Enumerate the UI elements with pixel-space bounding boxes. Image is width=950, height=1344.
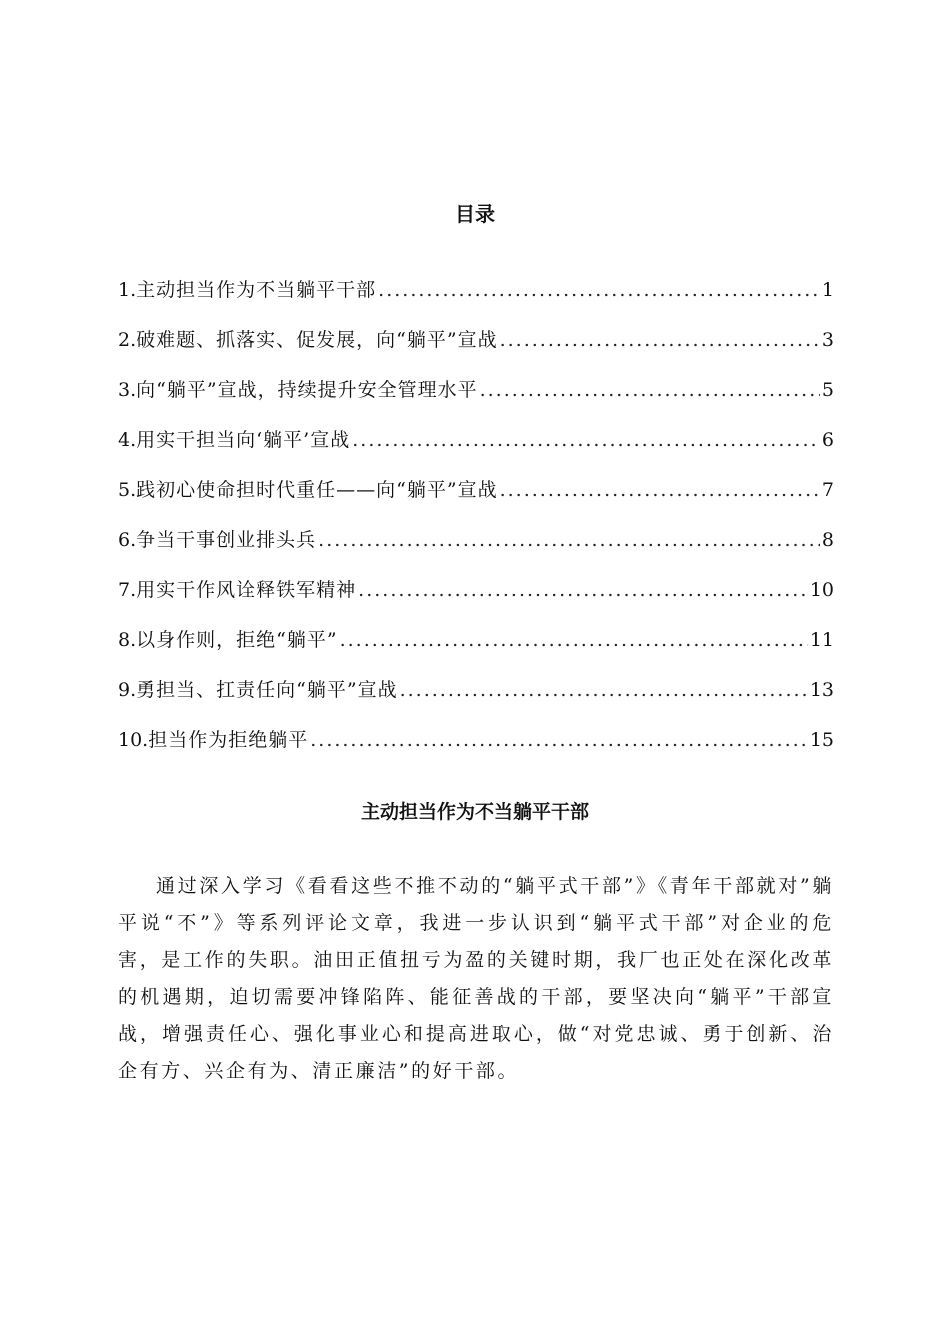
toc-dot-leader bbox=[310, 725, 808, 755]
toc-entry-title: 践初心使命担时代重任——向“躺平”宣战 bbox=[136, 479, 498, 501]
toc-entry-number: 2. bbox=[118, 329, 137, 351]
toc-dot-leader bbox=[500, 325, 820, 355]
toc-entry-page: 5 bbox=[821, 379, 834, 401]
toc-entry[interactable] bbox=[118, 425, 834, 475]
toc-entry-number: 6. bbox=[118, 529, 137, 551]
toc-entry-page: 7 bbox=[821, 479, 834, 501]
toc-entry-number: 1. bbox=[118, 279, 137, 301]
toc-dot-leader bbox=[500, 475, 820, 505]
toc-dot-leader bbox=[340, 625, 808, 655]
toc-entry[interactable] bbox=[118, 325, 834, 375]
toc-entry-number: 3. bbox=[118, 379, 137, 401]
table-of-contents bbox=[118, 275, 834, 775]
toc-entry-page: 1 bbox=[821, 279, 834, 301]
toc-entry-page: 3 bbox=[821, 329, 834, 351]
toc-entry-number: 7. bbox=[118, 579, 137, 601]
toc-entry[interactable] bbox=[118, 575, 834, 625]
toc-entry-title: 争当干事创业排头兵 bbox=[136, 529, 317, 551]
toc-dot-leader bbox=[358, 575, 808, 605]
toc-dot-leader bbox=[480, 375, 820, 405]
toc-entry-title: 主动担当作为不当躺平干部 bbox=[136, 279, 377, 301]
toc-entry-number: 8. bbox=[118, 629, 137, 651]
toc-entry-number: 10. bbox=[118, 729, 149, 751]
toc-entry-title: 勇担当、扛责任向“躺平”宣战 bbox=[136, 679, 398, 701]
toc-entry[interactable] bbox=[118, 275, 834, 325]
toc-entry-title: 担当作为拒绝躺平 bbox=[148, 729, 309, 751]
toc-entry[interactable] bbox=[118, 725, 834, 775]
toc-entry[interactable] bbox=[118, 625, 834, 675]
toc-entry-number: 9. bbox=[118, 679, 137, 701]
toc-title: 目录 bbox=[455, 202, 495, 226]
toc-entry-page: 6 bbox=[821, 429, 834, 451]
toc-entry[interactable] bbox=[118, 375, 834, 425]
toc-dot-leader bbox=[400, 675, 808, 705]
toc-entry-title: 用实干作风诠释铁军精神 bbox=[136, 579, 357, 601]
toc-dot-leader bbox=[378, 275, 820, 305]
toc-entry-title: 以身作则，拒绝“躺平” bbox=[136, 629, 338, 651]
toc-entry-number: 5. bbox=[118, 479, 137, 501]
toc-entry[interactable] bbox=[118, 525, 834, 575]
toc-entry-page: 15 bbox=[809, 729, 834, 751]
toc-entry-page: 8 bbox=[821, 529, 834, 551]
toc-entry[interactable] bbox=[118, 675, 834, 725]
toc-entry-number: 4. bbox=[118, 429, 137, 451]
toc-entry-page: 13 bbox=[809, 679, 834, 701]
body-paragraph: 通过深入学习《看看这些不推不动的“躺平式干部”》《青年干部就对”躺平说“不”》等系列评论文章，我进一步认识到“躺平式干部”对企业的危害，是工作的失职。油田正值扭亏为盈的关键时期，我厂也正处在深化改革的机遇期，迫切需要冲锋陷阵、能征善战的干部，要坚决向“躺平”干部宣战，增强责任心、强化事业心和提高进取心，做“对党忠诚、勇于创新、治企有方、兴企有为、清正廉洁”的好干部。 bbox=[118, 875, 834, 1082]
toc-entry-title: 破难题、抓落实、促发展，向“躺平”宣战 bbox=[136, 329, 498, 351]
toc-entry-title: 用实干担当向‘躺平’宣战 bbox=[136, 429, 351, 451]
toc-entry-page: 10 bbox=[809, 579, 834, 601]
toc-dot-leader bbox=[352, 425, 820, 455]
toc-entry-title: 向“躺平”宣战，持续提升安全管理水平 bbox=[136, 379, 478, 401]
toc-entry[interactable] bbox=[118, 475, 834, 525]
section-title: 主动担当作为不当躺平干部 bbox=[360, 801, 589, 823]
toc-dot-leader bbox=[318, 525, 820, 555]
toc-entry-page: 11 bbox=[809, 629, 834, 651]
